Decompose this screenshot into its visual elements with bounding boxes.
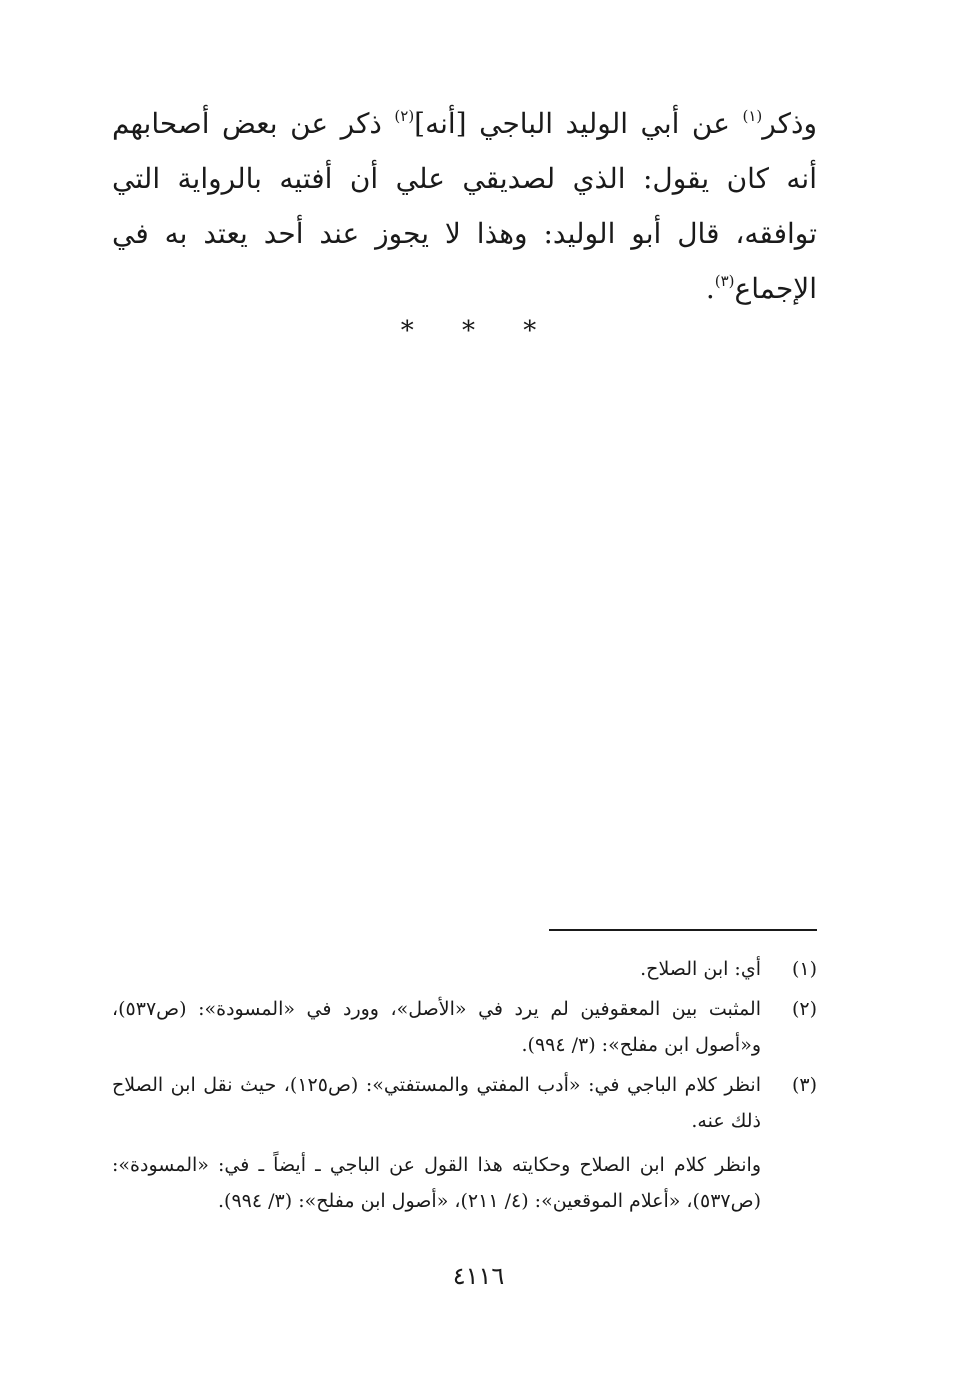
footnote-2	[112, 991, 817, 1063]
footnote-text: انظر كلام الباجي في: «أدب المفتي والمستفتي»: (ص١٢٥)، حيث نقل ابن الصلاح ذلك عنه.	[112, 1074, 761, 1132]
text-segment: عن أبي الوليد الباجي [أنه]	[414, 107, 743, 140]
footnote-text: أي: ابن الصلاح.	[640, 958, 761, 980]
footnote-text: المثبت بين المعقوفين لم يرد في «الأصل»، وورد في «المسودة»: (ص٥٣٧)، و«أصول ابن مفلح»: (٣/ ٩٩٤).	[112, 998, 761, 1056]
footnote-ref-3[interactable]: (٣)	[714, 272, 735, 290]
main-paragraph	[112, 96, 817, 316]
footnote-3-continuation: وانظر كلام ابن الصلاح وحكايته هذا القول عن الباجي ـ أيضاً ـ في: «المسودة»: (ص٥٣٧)، «أعلام الموقعين»: (٤/ ٢١١)، «أصول ابن مفلح»: (٣/ ٩٩٤).	[112, 1154, 761, 1212]
footnote-ref-2[interactable]: (٢)	[394, 107, 415, 125]
footnotes-section	[112, 951, 817, 1219]
page-number: ٤١١٦	[452, 1262, 505, 1290]
footnote-ref-1[interactable]: (١)	[742, 107, 763, 125]
text-segment: وذكر	[762, 107, 818, 140]
footnote-number: (١)	[791, 958, 817, 980]
footnote-number: (٣)	[791, 1074, 817, 1096]
paragraph-text	[112, 96, 817, 316]
text-segment: ذكر عن بعض أصحابهم أنه كان يقول: الذي لصديقي علي أن أفتيه بالرواية التي توافقه، قال أبو الوليد: وهذا لا يجوز عند أحد يعتد به في الإجماع	[112, 107, 817, 305]
footnote-1	[112, 951, 817, 987]
section-separator: * * *	[400, 316, 557, 346]
footnote-divider	[549, 929, 817, 931]
footnote-number: (٢)	[791, 998, 817, 1020]
footnote-3	[112, 1067, 817, 1139]
text-segment: .	[705, 272, 715, 305]
